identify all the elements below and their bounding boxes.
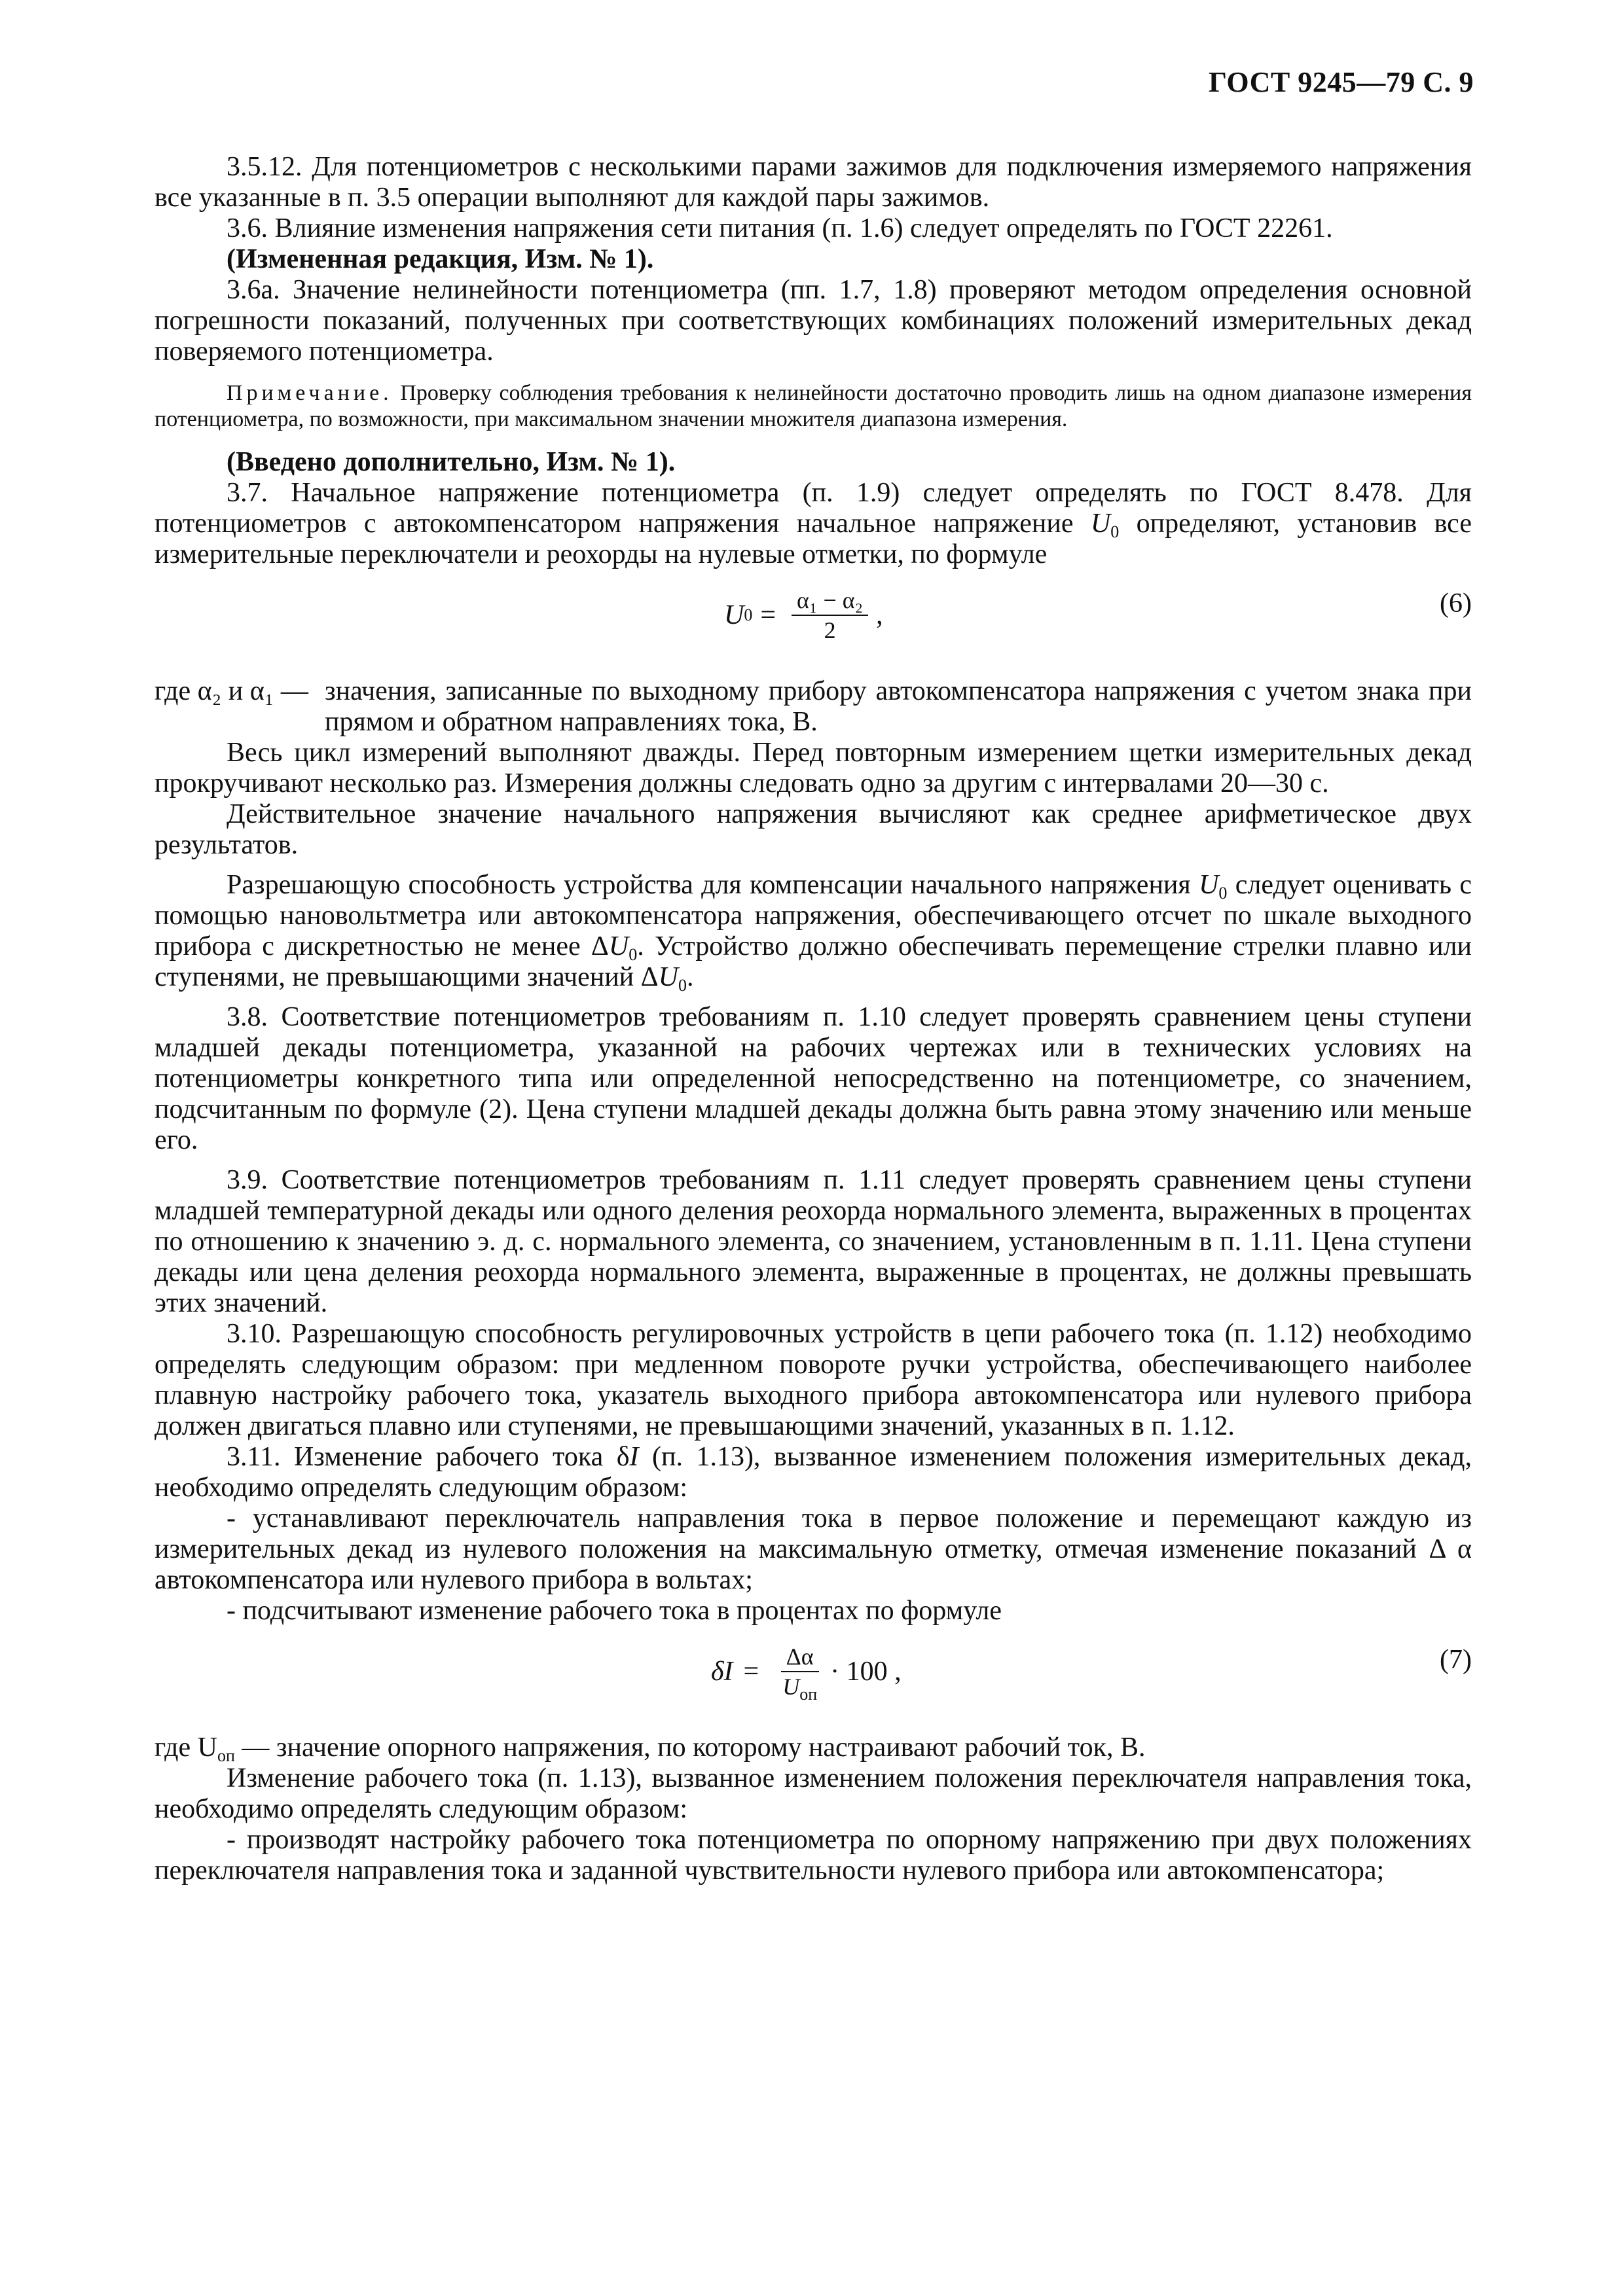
list-item-direction: - производят настройку рабочего тока потенциометра по опорному напряжению при двух положениях переключателя направления тока и заданной чувствительности нулевого прибора или автокомпенсатора; bbox=[155, 1825, 1472, 1886]
paragraph-3-6a: 3.6а. Значение нелинейности потенциометра (пп. 1.7, 1.8) проверяют методом определения основной погрешности показаний, полученных при соответствующих комбинациях положений измерительных декад поверяемого потенциометра. bbox=[155, 275, 1472, 367]
paragraph-mean: Действительное значение начального напряжения вычисляют как среднее арифметическое двух результатов. bbox=[155, 799, 1472, 860]
formula-6-legend bbox=[155, 676, 1472, 738]
symbol-subscript-0: 0 bbox=[629, 945, 638, 964]
paragraph-resolution-text-c: . Устройство должно обеспечивать перемещение стрелки плавно или ступенями, не превышающими значений Δ bbox=[155, 931, 1472, 992]
formula-6-equals: = bbox=[760, 600, 776, 630]
formula-7-fraction bbox=[777, 1642, 822, 1704]
formula-7-denominator bbox=[777, 1672, 822, 1704]
formula-6-lhs: U bbox=[724, 600, 744, 630]
formula-7-legend bbox=[155, 1732, 1472, 1763]
note-paragraph bbox=[155, 380, 1472, 433]
note-label: Примечание. bbox=[227, 381, 393, 405]
amendment-note-2: (Введено дополнительно, Изм. № 1). bbox=[227, 447, 676, 477]
formula-7 bbox=[155, 1636, 1472, 1714]
paragraph-3-9: 3.9. Соответствие потенциометров требованиям п. 1.11 следует проверять сравнением цены ступени младшей температурной декады или одного деления реохорда нормального элемента, выраженных в процентах по отношению к значению э. д. с. нормального элемента, со значением, установленным в п. 1.11. Цена ступени декады или цена деления реохорда нормального элемента, выраженные в процентах, не должны превышать этих значений. bbox=[155, 1165, 1472, 1318]
formula-6-denominator: 2 bbox=[824, 617, 836, 643]
formula-7-expression bbox=[711, 1642, 902, 1704]
paragraph-resolution-text-b: следует оценивать с помощью нановольтметра или автокомпенсатора напряжения, обеспечивающего отсчет по шкале выходного прибора с дискретностью не менее Δ bbox=[155, 870, 1472, 961]
symbol-subscript-0: 0 bbox=[1110, 522, 1120, 541]
paragraph-3-5-12: 3.5.12. Для потенциометров с несколькими парами зажимов для подключения измеряемого напряжения все указанные в п. 3.5 операции выполняют для каждой пары зажимов. bbox=[155, 152, 1472, 213]
formula-7-legend-sub: оп bbox=[217, 1746, 235, 1765]
formula-6 bbox=[155, 579, 1472, 658]
symbol-u: U bbox=[1090, 509, 1111, 539]
formula-7-legend-term: где U bbox=[155, 1732, 217, 1763]
formula-6-tail: , bbox=[876, 600, 883, 630]
formula-7-number: (7) bbox=[1440, 1645, 1472, 1675]
paragraph-3-11-text-b: (п. 1.13), вызванное изменением положения измерительных декад, необходимо определять следующим образом: bbox=[155, 1442, 1472, 1503]
formula-6-number: (6) bbox=[1440, 588, 1472, 619]
paragraph-resolution-text-a: Разрешающую способность устройства для компенсации начального напряжения bbox=[227, 870, 1199, 900]
formula-6-expression: U 0 = $\frac{\text{α₁ − α₂}}{2}$ , bbox=[724, 587, 883, 643]
note-text: Проверку соблюдения требования к нелинейности достаточно проводить лишь на одном диапазоне измерения потенциометра, по возможности, при максимальном значении множителя диапазона измерения. bbox=[155, 381, 1472, 431]
symbol-u: U bbox=[608, 931, 629, 961]
formula-6-fraction bbox=[792, 586, 868, 645]
document-body bbox=[155, 152, 1472, 1886]
symbol-subscript-0: 0 bbox=[678, 976, 687, 995]
paragraph-cycle: Весь цикл измерений выполняют дважды. Перед повторным измерением щетки измерительных декад прокручивают несколько раз. Измерения должны следовать одно за другим с интервалами 20—30 с. bbox=[155, 738, 1472, 798]
paragraph-3-6: 3.6. Влияние изменения напряжения сети питания (п. 1.6) следует определять по ГОСТ 22261. bbox=[227, 213, 1333, 243]
formula-7-denominator-main: U bbox=[782, 1674, 800, 1700]
formula-7-equals: = bbox=[743, 1656, 759, 1687]
formula-7-tail: · 100 , bbox=[830, 1656, 902, 1687]
paragraph-3-11-text-a: 3.11. Изменение рабочего тока δ bbox=[227, 1442, 630, 1472]
paragraph-3-10: 3.10. Разрешающую способность регулировочных устройств в цепи рабочего тока (п. 1.12) необходимо определять следующим образом: при медленном повороте ручки устройства, обеспечивающего наиболее плавную настройку рабочего тока, указатель выходного прибора автокомпенсатора или нулевого прибора должен двигаться плавно или ступенями, не превышающими значений, указанных в п. 1.12. bbox=[155, 1319, 1472, 1441]
paragraph-3-7 bbox=[155, 478, 1472, 570]
formula-7-denominator-sub: оп bbox=[799, 1685, 818, 1704]
symbol-u: U bbox=[1199, 870, 1219, 900]
formula-7-numerator: Δα bbox=[781, 1642, 819, 1672]
paragraph-3-7-text-a: 3.7. Начальное напряжение потенциометра (п. 1.9) следует определять по ГОСТ 8.478. Для потенциометров с автокомпенсатором напряжения начальное напряжение bbox=[155, 478, 1472, 539]
paragraph-3-7-text-b: определяют, установив все измерительные переключатели и реохорды на нулевые отметки, по формуле bbox=[155, 509, 1472, 569]
paragraph-3-8: 3.8. Соответствие потенциометров требованиям п. 1.10 следует проверять сравнением цены ступени младшей декады потенциометра, указанной на рабочих чертежах или в технических условиях на потенциометры конкретного типа или определенной непосредственно на потенциометре, со значением, подсчитанным по формуле (2). Цена ступени младшей декады должна быть равна этому значению или меньше его. bbox=[155, 1002, 1472, 1155]
paragraph-direction: Изменение рабочего тока (п. 1.13), вызванное изменением положения переключателя направления тока, необходимо определять следующим образом: bbox=[155, 1763, 1472, 1824]
formula-6-legend-definition: значения, записанные по выходному прибору автокомпенсатора напряжения с учетом знака при прямом и обратном направлениях тока, В. bbox=[325, 676, 1472, 737]
amendment-note-1: (Измененная редакция, Изм. № 1). bbox=[227, 244, 654, 274]
paragraph-3-11 bbox=[155, 1442, 1472, 1503]
formula-7-lhs: δI bbox=[711, 1656, 733, 1687]
symbol-subscript-0: 0 bbox=[1218, 884, 1228, 903]
formula-7-legend-definition: — значение опорного напряжения, по которому настраивают рабочий ток, В. bbox=[234, 1732, 1146, 1763]
formula-6-legend-term: где α₂ и α₁ — bbox=[155, 676, 308, 706]
paragraph-resolution-text-d: . bbox=[687, 962, 694, 992]
list-item-2: - подсчитывают изменение рабочего тока в процентах по формуле bbox=[227, 1596, 1002, 1626]
paragraph-resolution bbox=[155, 870, 1472, 993]
symbol-u: U bbox=[658, 962, 679, 992]
symbol-i: I bbox=[629, 1442, 639, 1472]
list-item-1: - устанавливают переключатель направления тока в первое положение и перемещают каждую из измерительных декад из нулевого положения на максимальную отметку, отмечая изменение показаний Δ α автокомпенсатора или нулевого прибора в вольтах; bbox=[155, 1503, 1472, 1595]
page-header: ГОСТ 9245—79 С. 9 bbox=[1208, 66, 1474, 98]
formula-6-numerator: α₁ − α₂ bbox=[792, 586, 868, 616]
